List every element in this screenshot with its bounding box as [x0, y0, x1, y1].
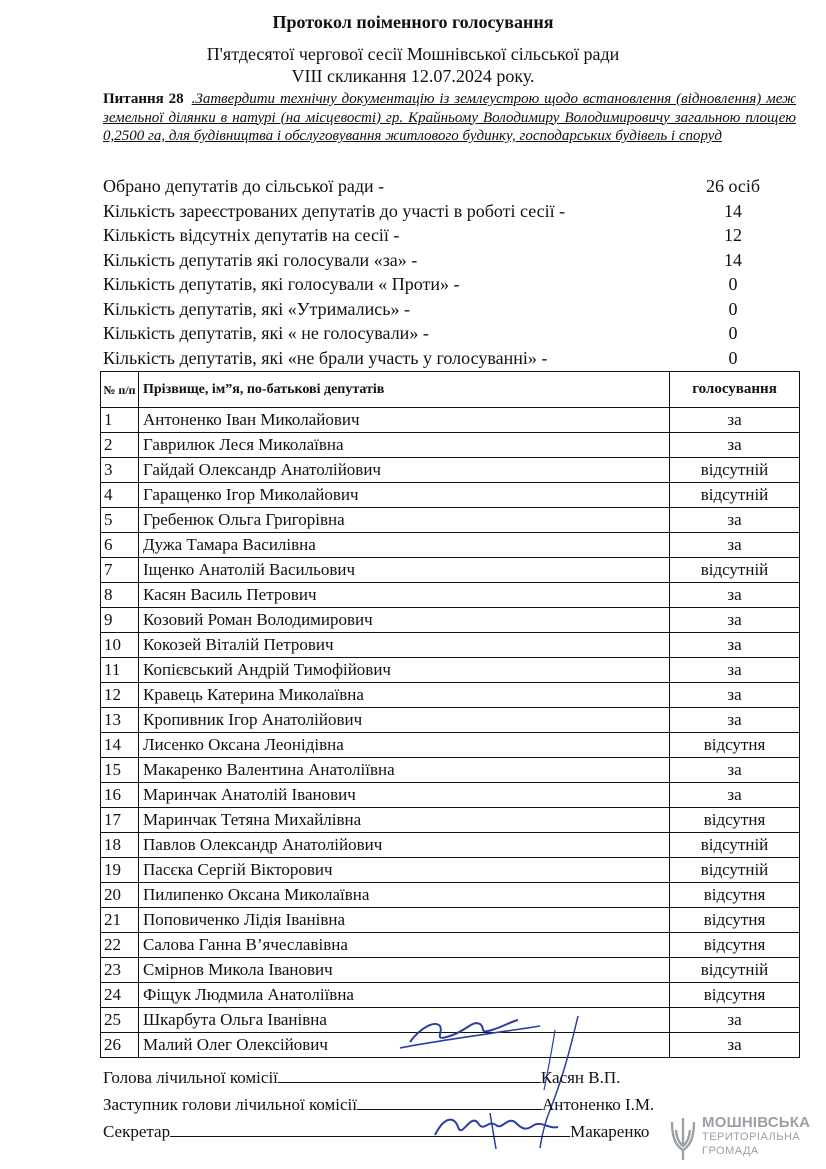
deputy-name: Гаращенко Ігор Миколайович: [139, 483, 670, 508]
secretary-signature-line: [103, 1120, 649, 1142]
table-row: [101, 458, 800, 483]
vote-result: за: [670, 583, 800, 608]
table-row: [101, 708, 800, 733]
table-row: [101, 958, 800, 983]
table-header-row: [101, 372, 800, 408]
vote-result: за: [670, 758, 800, 783]
deputy-name: Касян Василь Петрович: [139, 583, 670, 608]
vote-result: за: [670, 633, 800, 658]
row-number: 17: [101, 808, 139, 833]
row-number: 13: [101, 708, 139, 733]
stat-row-against: [103, 272, 793, 297]
table-row: [101, 483, 800, 508]
table-row: [101, 808, 800, 833]
watermark-text: [702, 1116, 810, 1158]
vote-result: відсутня: [670, 733, 800, 758]
row-number: 2: [101, 433, 139, 458]
deputy-signature-line: [103, 1093, 654, 1115]
stat-value: 0: [728, 323, 738, 343]
vote-result: відсутня: [670, 908, 800, 933]
row-number: 4: [101, 483, 139, 508]
vote-result: відсутня: [670, 883, 800, 908]
roll-call-table: [100, 371, 800, 1058]
stat-row-not-participated: [103, 346, 793, 371]
vote-result: за: [670, 708, 800, 733]
table-row: [101, 583, 800, 608]
secretary-label: Секретар: [103, 1122, 171, 1141]
deputy-name: Кропивник Ігор Анатолійович: [139, 708, 670, 733]
row-number: 14: [101, 733, 139, 758]
stat-row-elected: [103, 174, 793, 199]
secretary-name: Макаренко: [570, 1122, 650, 1141]
stat-value: 12: [724, 225, 742, 245]
stat-label: Обрано депутатів до сільської ради -: [103, 176, 385, 196]
signature-underline: [278, 1066, 541, 1083]
deputy-name: Смірнов Микола Іванович: [139, 958, 670, 983]
stat-label: Кількість депутатів, які « не голосували» -: [103, 323, 429, 343]
vote-statistics: [103, 174, 793, 370]
vote-result: відсутній: [670, 833, 800, 858]
chair-label: Голова лічильної комісії: [103, 1068, 278, 1087]
row-number: 7: [101, 558, 139, 583]
deputy-name: Кокозей Віталій Петрович: [139, 633, 670, 658]
table-row: [101, 633, 800, 658]
header-number: № п/п: [101, 372, 139, 408]
document-title: Протокол поіменного голосування: [272, 12, 554, 32]
deputy-name: Козовий Роман Володимирович: [139, 608, 670, 633]
table-row: [101, 758, 800, 783]
watermark-line1: МОШНІВСЬКА: [702, 1114, 811, 1131]
stat-row-for: [103, 248, 793, 273]
stat-label: Кількість відсутніх депутатів на сесії -: [103, 225, 400, 245]
vote-result: за: [670, 533, 800, 558]
watermark-line2: ТЕРИТОРІАЛЬНА: [702, 1131, 801, 1143]
deputy-name: Кравець Катерина Миколаївна: [139, 683, 670, 708]
vote-result: відсутній: [670, 858, 800, 883]
stat-label: Кількість депутатів, які голосували « Проти» -: [103, 274, 460, 294]
row-number: 11: [101, 658, 139, 683]
table-row: [101, 833, 800, 858]
stat-label: Кількість депутатів, які «не брали участь у голосуванні» -: [103, 347, 548, 368]
trident-emblem-icon: [668, 1116, 698, 1162]
signature-underline: [170, 1120, 570, 1137]
row-number: 1: [101, 408, 139, 433]
vote-result: за: [670, 608, 800, 633]
table-row: [101, 408, 800, 433]
row-number: 24: [101, 983, 139, 1008]
deputy-name: Салова Ганна В’ячеславівна: [139, 933, 670, 958]
stat-value: 0: [728, 274, 738, 294]
table-row: [101, 683, 800, 708]
vote-result: відсутній: [670, 458, 800, 483]
table-row: [101, 783, 800, 808]
deputy-name: Макаренко Валентина Анатоліївна: [139, 758, 670, 783]
row-number: 23: [101, 958, 139, 983]
stat-row-absent: [103, 223, 793, 248]
vote-result: за: [670, 683, 800, 708]
row-number: 15: [101, 758, 139, 783]
stat-label: Кількість депутатів, які «Утримались» -: [103, 298, 410, 319]
row-number: 12: [101, 683, 139, 708]
vote-result: відсутній: [670, 483, 800, 508]
stat-label: Кількість депутатів які голосували «за» -: [103, 249, 418, 270]
watermark-line3: ГРОМАДА: [702, 1145, 759, 1157]
deputy-name: Дужа Тамара Василівна: [139, 533, 670, 558]
row-number: 26: [101, 1033, 139, 1058]
header-vote: голосування: [670, 372, 800, 408]
table-row: [101, 608, 800, 633]
deputy-name: Фіщук Людмила Анатоліївна: [139, 983, 670, 1008]
deputy-name: Копієвський Андрій Тимофійович: [139, 658, 670, 683]
vote-result: за: [670, 433, 800, 458]
stat-row-abstained: [103, 297, 793, 322]
deputy-name: Гаврилюк Леся Миколаївна: [139, 433, 670, 458]
stat-label: Кількість зареєстрованих депутатів до участі в роботі сесії -: [103, 200, 566, 221]
community-watermark: [666, 1112, 816, 1164]
vote-result: за: [670, 658, 800, 683]
row-number: 10: [101, 633, 139, 658]
table-row: [101, 558, 800, 583]
row-number: 20: [101, 883, 139, 908]
row-number: 18: [101, 833, 139, 858]
deputy-name: Малий Олег Олексійович: [139, 1033, 670, 1058]
vote-result: відсутня: [670, 808, 800, 833]
table-row: [101, 658, 800, 683]
question-label: Питання 28: [103, 91, 184, 107]
deputy-name: Павлов Олександр Анатолійович: [139, 833, 670, 858]
row-number: 8: [101, 583, 139, 608]
row-number: 16: [101, 783, 139, 808]
row-number: 22: [101, 933, 139, 958]
question-text: .Затвердити технічну документацію із землеустрою щодо встановлення (відновлення) меж земельної ділянки в натурі (на місцевості) гр. Крайньому Володимиру Володимировичу загальною площею 0,2500 га, для будівництва і обслуговування житлового будинку, господарських будівель і споруд: [103, 91, 796, 144]
stat-value: 0: [728, 298, 738, 319]
deputy-name: Гайдай Олександр Анатолійович: [139, 458, 670, 483]
table-row: [101, 858, 800, 883]
deputy-name: Маринчак Анатолій Іванович: [139, 783, 670, 808]
vote-result: відсутній: [670, 558, 800, 583]
deputy-name: Поповиченко Лідія Іванівна: [139, 908, 670, 933]
vote-result: за: [670, 783, 800, 808]
question-block: [103, 90, 796, 146]
stat-value: 14: [724, 249, 742, 270]
vote-result: відсутній: [670, 958, 800, 983]
deputy-name: Пасєка Сергій Вікторович: [139, 858, 670, 883]
chair-name: Касян В.П.: [540, 1068, 621, 1087]
vote-result: відсутня: [670, 983, 800, 1008]
signature-underline: [357, 1093, 542, 1110]
row-number: 5: [101, 508, 139, 533]
deputy-name: Шкарбута Ольга Іванівна: [139, 1008, 670, 1033]
deputy-name: Пилипенко Оксана Миколаївна: [139, 883, 670, 908]
deputy-name: Антоненко Іван Миколайович: [139, 408, 670, 433]
convocation-date: VIII скликання 12.07.2024 року.: [291, 66, 535, 86]
stat-value: 14: [724, 200, 742, 221]
vote-result: відсутня: [670, 933, 800, 958]
row-number: 25: [101, 1008, 139, 1033]
deputy-name: Гребенюк Ольга Григорівна: [139, 508, 670, 533]
session-subtitle: П'ятдесятої чергової сесії Мошнівської сільської ради: [206, 44, 620, 64]
row-number: 21: [101, 908, 139, 933]
header-name: Прізвище, ім”я, по-батькові депутатів: [139, 372, 670, 408]
row-number: 3: [101, 458, 139, 483]
table-row: [101, 533, 800, 558]
table-row: [101, 508, 800, 533]
deputy-label: Заступник голови лічильної комісії: [103, 1095, 358, 1114]
vote-result: за: [670, 508, 800, 533]
table-row: [101, 883, 800, 908]
vote-result: за: [670, 1033, 800, 1058]
table-row: [101, 933, 800, 958]
deputy-name: Маринчак Тетяна Михайлівна: [139, 808, 670, 833]
vote-result: за: [670, 408, 800, 433]
table-row: [101, 433, 800, 458]
deputy-name: Антоненко І.М.: [542, 1095, 655, 1114]
table-row: [101, 733, 800, 758]
deputy-name: Лисенко Оксана Леонідівна: [139, 733, 670, 758]
row-number: 9: [101, 608, 139, 633]
stat-value: 0: [728, 347, 738, 368]
table-row: [101, 908, 800, 933]
chair-signature-line: [103, 1066, 620, 1088]
row-number: 6: [101, 533, 139, 558]
vote-result: за: [670, 1008, 800, 1033]
stat-value: 26 осіб: [705, 176, 761, 196]
deputy-name: Іщенко Анатолій Васильович: [139, 558, 670, 583]
row-number: 19: [101, 858, 139, 883]
stat-row-registered: [103, 199, 793, 224]
stat-row-not-voted: [103, 321, 793, 346]
